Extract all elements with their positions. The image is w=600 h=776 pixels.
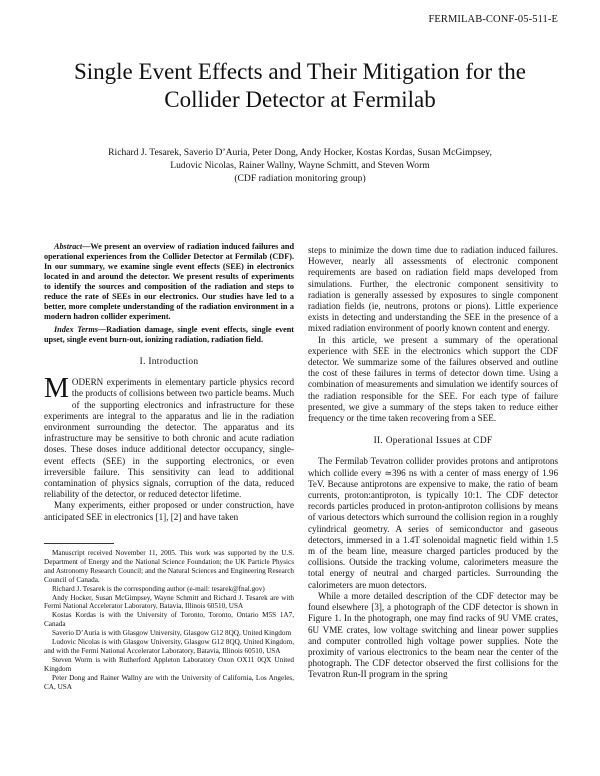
- authors-line-1: Richard J. Tesarek, Saverio D’Auria, Peter Dong, Andy Hocker, Kostas Kordas, Susan McGimpsey,: [108, 147, 492, 158]
- abstract: [44, 242, 294, 322]
- footnote: Steven Worm is with Rutherford Appleton Laboratory Oxon OX11 0QX United Kingdom: [44, 655, 294, 673]
- abstract-lead: Abstract: [54, 242, 83, 251]
- author-block: [40, 146, 560, 185]
- drop-cap: M: [44, 373, 69, 405]
- intro-paragraph-3: In this article, we present a summary of the operational experience with SEE in the electronics which support the CDF detector. We summarize some of the failures observed and outline the cost of these failures in terms of detector down time. Using a combination of measurements and simulation we identify sources of the radiation responsible for the SEE. For each type of failure presented, we give a summary of the steps taken to reduce either frequency or the time taken recovering from a SEE.: [308, 334, 558, 424]
- abstract-text: —We present an overview of radiation induced failures and operational experiences from the Collider Detector at Fermilab (CDF). In our summary, we examine single event effects (SEE) in electronics located in and around the detector. We present results of experiments to identify the sources and composition of the radiation and steps to reduce the rate of SEEs in our electronics. Our studies have led to a better, more complete understanding of the radiation environment in a modern hadron collider experiment.: [44, 242, 294, 321]
- author-group: (CDF radiation monitoring group): [234, 173, 366, 184]
- footnote: Peter Dong and Rainer Wallny are with the University of California, Los Angeles, CA, USA: [44, 673, 294, 691]
- conference-id: FERMILAB-CONF-05-511-E: [428, 14, 558, 25]
- left-column: [44, 242, 294, 523]
- footnotes: [44, 549, 294, 692]
- authors-line-2: Ludovic Nicolas, Rainer Wallny, Wayne Schmitt, and Steven Worm: [170, 160, 430, 171]
- footnote: Saverio D’Auria is with Glasgow University, Glasgow G12 8QQ, United Kingdom: [52, 629, 292, 638]
- index-terms-text: —Radiation damage, single event effects, single event upset, single event burn-out, ionizing radiation, radiation field.: [44, 325, 295, 344]
- section-heading-operational-issues: II. Operational Issues at CDF: [373, 436, 493, 447]
- index-terms-lead: Index Terms: [54, 325, 98, 334]
- intro-paragraph-2: Many experiments, either proposed or under construction, have anticipated SEE in electronics [1], [2] and have taken: [44, 500, 294, 522]
- footnote: Kostas Kordas is with the University of Toronto, Toronto, Ontario M5S 1A7, Canada: [44, 611, 294, 629]
- right-column: [308, 245, 558, 681]
- footnote: Andy Hocker, Susan McGimpsey, Wayne Schmitt and Richard J. Tesarek are with Fermi National Accelerator Laboratory, Batavia, Illinois 60510, USA: [44, 593, 294, 611]
- footnote: Ludovic Nicolas is with Glasgow University, Glasgow G12 8QQ, United Kingdom, and with the Fermi National Accelerator Laboratory, Batavia, Illinois 60510, USA: [44, 638, 294, 655]
- section-heading-introduction: I. Introduction: [139, 357, 199, 367]
- title-line-2: Collider Detector at Fermilab: [164, 87, 436, 112]
- footnote: Richard J. Tesarek is the corresponding author (e-mail: tesarek@fnal.gov): [52, 584, 265, 593]
- footnote: Manuscript received November 11, 2005. This work was supported by the U.S. Department of Energy and the National Science Foundation; the UK Particle Physics and Astronomy Research Council; and the Natural Sciences and Engineering Research Council of Canada.: [44, 549, 294, 584]
- intro-paragraph-1: [44, 373, 294, 500]
- index-terms: [44, 325, 294, 345]
- title-line-1: Single Event Effects and Their Mitigation for the: [73, 59, 526, 84]
- intro-paragraph-2-continued: steps to minimize the down time due to radiation induced failures. However, nearly all assessments of electronic component requirements are based on radiation field maps developed from simulations. Further, the electronic component sensitivity to radiation is generally assessed by exposures to single component radiation fields (ie, neutrons, protons or pions). Little experience exists in detecting and understanding the SEE in the presence of a mixed radiation environment of poorly known content and energy.: [308, 245, 558, 334]
- footnote-rule: [44, 543, 114, 544]
- intro-paragraph-1-text: ODERN experiments in elementary particle physics record the products of collisions between two particle beams. Much of the supporting electronics and infrastructure for these experiments are integral to the apparatus and lie in the radiation environment surrounding the detector. The apparatus and its infrastructure may be sensitive to both chronic and acute radiation doses. These doses induce additional detector occupancy, single-event effects (SEE) in the supporting electronics, or even irreversible failure. This sensitivity can lead to additional contamination of physics signals, corruption of the data, reduced reliability of the detector, or reduced detector lifetime.: [44, 377, 294, 500]
- operational-paragraph-2: While a more detailed description of the CDF detector may be found elsewhere [3], a photograph of the CDF detector is shown in Figure 1. In the photograph, one may find racks of 9U VME crates, 6U VME crates, low voltage switching and linear power supplies and computer controlled high voltage power supplies. Note the proximity of various electronics to the beam near the center of the photograph. The CDF detector observed the first collisions for the Tevatron Run-II program in the spring: [308, 590, 558, 680]
- paper-title: [40, 58, 560, 114]
- operational-paragraph-1: The Fermilab Tevatron collider provides protons and antiprotons which collide every ≃396 ns with a center of mass energy of 1.96 TeV. Because antiprotons are expensive to make, the ratio of beam currents, proton:antiproton, is typically 10:1. The CDF detector records particles produced in proton-antiproton collisions by means of various detectors which surround the collision region in a roughly cylindrical geometry. A series of semiconductor and gaseous detectors, immersed in a 1.4T solenoidal magnetic field within 1.5 m of the beam line, measure charged particles produced by the collisions. Outside the tracking volume, calorimeters measure the total energy of neutral and charged particles. Surrounding the calorimeters are muon detectors.: [308, 456, 558, 590]
